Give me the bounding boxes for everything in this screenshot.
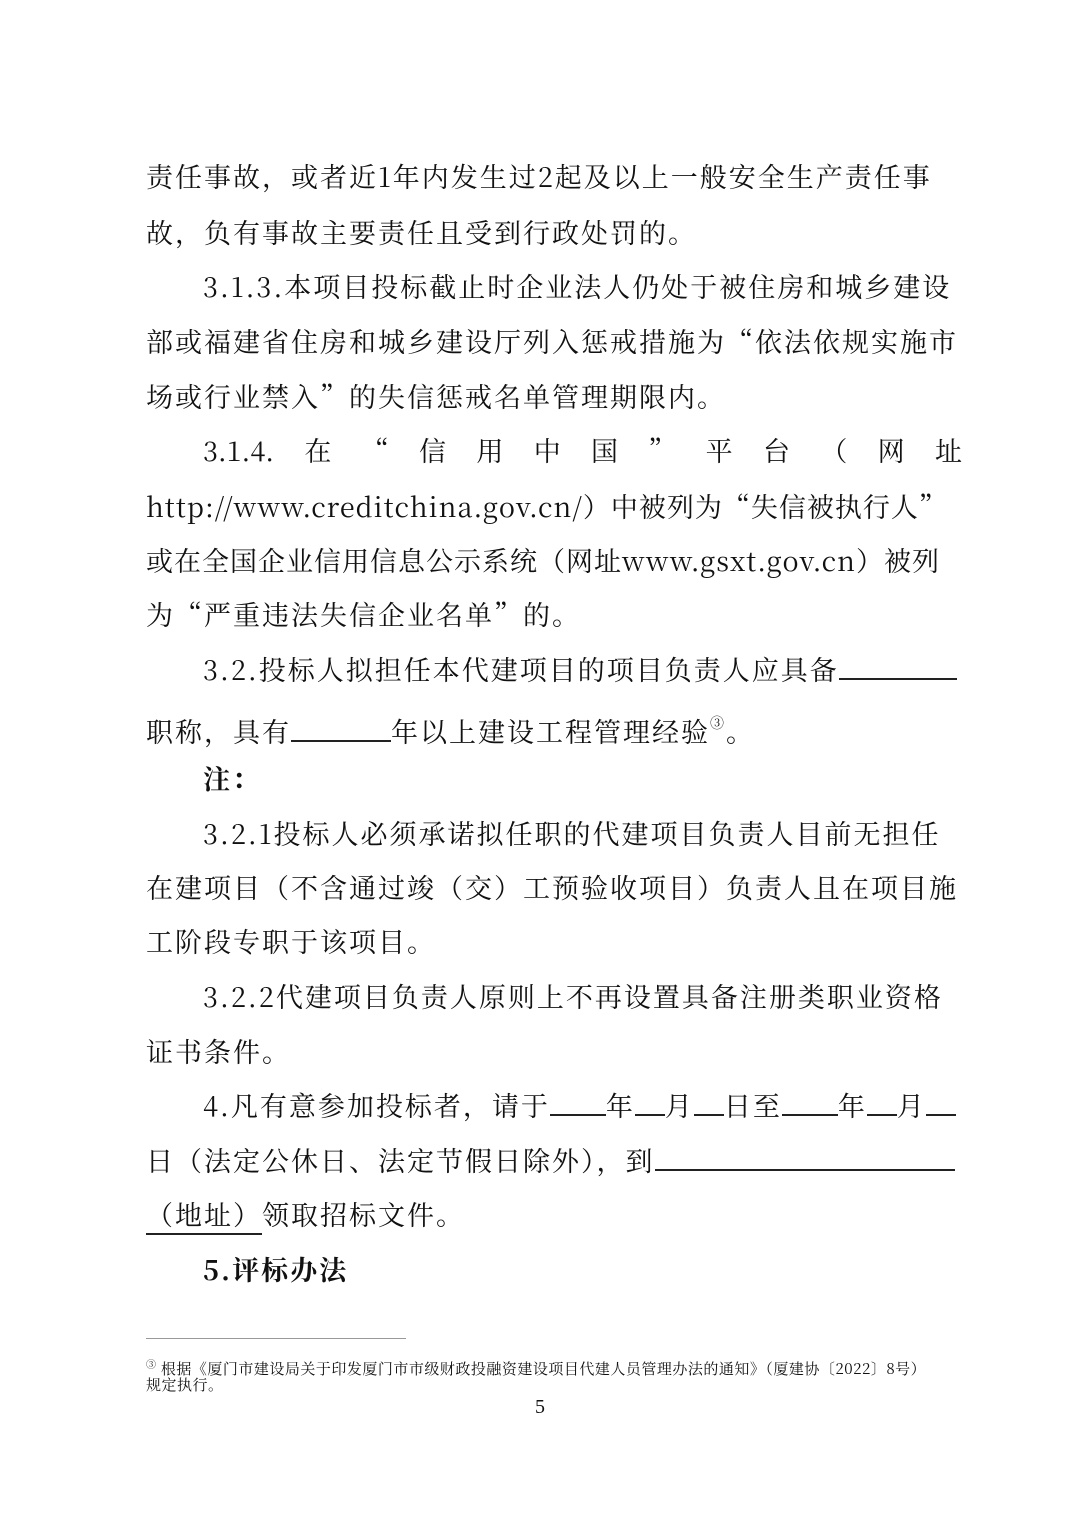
address-blank[interactable]	[655, 1143, 955, 1171]
justified-word: 平	[705, 430, 733, 469]
clause-3-2-1: 3.2.1投标人必须承诺拟任职的代建项目负责人目前无担任	[203, 813, 941, 852]
clause-text: 月	[664, 1085, 694, 1124]
clause-text: 年以上建设工程管理经验	[391, 711, 710, 750]
justified-word: 址	[934, 430, 962, 469]
end-month-blank[interactable]	[867, 1088, 897, 1116]
justified-word: 3.1.4.	[203, 430, 275, 469]
paragraph-line: http://www.creditchina.gov.cn/）中被列为“失信被执行人”	[146, 486, 947, 525]
paragraph-line	[146, 705, 962, 749]
clause-text: 4.凡有意参加投标者，请于	[203, 1085, 550, 1124]
justified-word: 在	[304, 430, 332, 469]
clause-text: 领取招标文件。	[262, 1194, 465, 1233]
paragraph-line	[146, 1196, 962, 1232]
justified-word: 信	[419, 430, 447, 469]
clause-text: 日至	[723, 1085, 782, 1124]
justified-word: 国	[591, 430, 619, 469]
clause-3-2	[203, 651, 1019, 687]
clause-3-1-4	[203, 432, 962, 468]
paragraph-line: 工阶段专职于该项目。	[146, 921, 436, 960]
paragraph-line: 故，负有事故主要责任且受到行政处罚的。	[146, 212, 697, 251]
end-year-blank[interactable]	[782, 1088, 838, 1116]
paragraph-line: 部或福建省住房和城乡建设厅列入惩戒措施为“依法依规实施市	[146, 321, 958, 360]
justified-word: 中	[533, 430, 561, 469]
justified-word: 台	[763, 430, 790, 469]
start-month-blank[interactable]	[635, 1088, 665, 1116]
paragraph-line: 责任事故，或者近1年内发生过2起及以上一般安全生产责任事	[146, 156, 932, 195]
clause-3-2-2: 3.2.2代建项目负责人原则上不再设置具备注册类职业资格	[203, 976, 943, 1015]
paragraph-line: 在建项目（不含通过竣（交）工预验收项目）负责人且在项目施	[146, 867, 958, 906]
start-year-blank[interactable]	[550, 1088, 606, 1116]
clause-text: 日（法定公休日、法定节假日除外），到	[146, 1140, 655, 1179]
paragraph-line: 为“严重违法失信企业名单”的。	[146, 594, 581, 633]
section-heading-5: 5.评标办法	[203, 1249, 349, 1288]
address-label: （地址）	[146, 1194, 262, 1233]
clause-text: 。	[726, 711, 755, 750]
justified-word: （	[820, 430, 848, 469]
justified-word: 网	[877, 430, 905, 469]
clause-text: 年	[605, 1085, 635, 1124]
paragraph-line: 或在全国企业信用信息公示系统（网址www.gsxt.gov.cn）被列	[146, 540, 941, 579]
clause-text: 年	[837, 1085, 867, 1124]
clause-text: 3.2.投标人拟担任本代建项目的项目负责人应具备	[203, 649, 839, 688]
clause-text: 职称，具有	[146, 711, 291, 750]
footnote-marker: ③	[146, 1356, 157, 1371]
footnote-separator	[146, 1338, 406, 1339]
paragraph-line: 场或行业禁入”的失信惩戒名单管理期限内。	[146, 376, 726, 415]
clause-3-1-3: 3.1.3.本项目投标截止时企业法人仍处于被住房和城乡建设	[203, 266, 952, 305]
footnote-ref[interactable]: ③	[710, 713, 726, 733]
title-blank[interactable]	[839, 652, 957, 680]
page-number: 5	[535, 1396, 545, 1418]
footnote-continuation: 规定执行。	[146, 1374, 224, 1395]
start-day-blank[interactable]	[694, 1088, 724, 1116]
clause-4	[203, 1087, 1019, 1123]
note-heading: 注：	[203, 758, 261, 797]
footnote-text: 根据《厦门市建设局关于印发厦门市市级财政投融资建设项目代建人员管理办法的通知》（厦建协〔2022〕8号）	[160, 1358, 927, 1379]
justified-word: “	[361, 430, 389, 469]
end-day-blank[interactable]	[926, 1088, 956, 1116]
justified-word: ”	[648, 430, 676, 469]
years-blank[interactable]	[291, 714, 391, 742]
paragraph-line: 证书条件。	[146, 1031, 291, 1070]
paragraph-line	[146, 1142, 962, 1178]
justified-word: 用	[476, 430, 504, 469]
clause-text: 月	[896, 1085, 926, 1124]
